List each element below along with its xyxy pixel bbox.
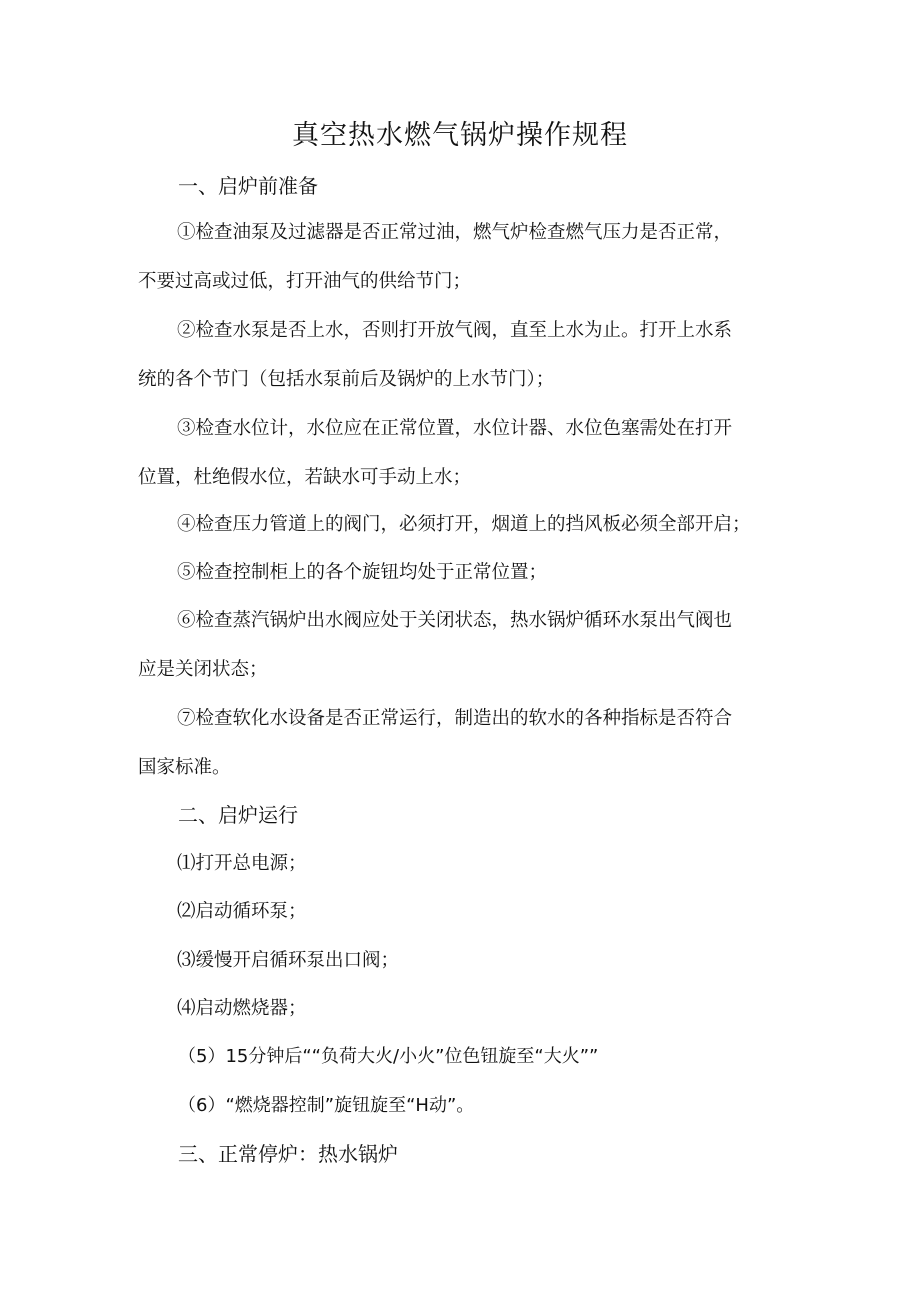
item-1-line-1: ①检查油泵及过滤器是否正常过油，燃气炉检查燃气压力是否正常， xyxy=(177,222,733,243)
item-6-line-2: 应是关闭状态； xyxy=(138,659,268,680)
item-4-line-1: ④检查压力管道上的阀门，必须打开，烟道上的挡风板必须全部开启； xyxy=(177,514,751,535)
section-heading-operation: 二、启炉运行 xyxy=(178,803,298,827)
item-7-line-1: ⑦检查软化水设备是否正常运行，制造出的软水的各种指标是否符合 xyxy=(177,708,733,729)
item-6-line-1: ⑥检查蒸汽锅炉出水阀应处于关闭状态，热水锅炉循环水泵出气阀也 xyxy=(177,610,733,631)
item-7-line-2: 国家标准。 xyxy=(138,757,231,778)
section-heading-preparation: 一、启炉前准备 xyxy=(178,174,318,198)
document-title: 真空热水燃气锅炉操作规程 xyxy=(292,120,628,151)
item-3-line-1: ③检查水位计，水位应在正常位置，水位计器、水位色塞需处在打开 xyxy=(177,418,733,439)
step-2: ⑵启动循环泵； xyxy=(177,901,307,922)
item-1-line-2: 不要过高或过低，打开油气的供给节门； xyxy=(138,271,472,292)
item-3-line-2: 位置，杜绝假水位，若缺水可手动上水； xyxy=(138,467,472,488)
section-heading-shutdown: 三、正常停炉：热水锅炉 xyxy=(178,1142,398,1166)
step-1: ⑴打开总电源； xyxy=(177,853,307,874)
item-5-line-1: ⑤检查控制柜上的各个旋钮均处于正常位置； xyxy=(177,562,548,583)
step-3: ⑶缓慢开启循环泵出口阀； xyxy=(177,950,400,971)
step-5: （5）15分钟后““负荷大火/小火”位色钮旋至“大火”” xyxy=(178,1046,599,1067)
item-2-line-2: 统的各个节门（包括水泵前后及锅炉的上水节门）； xyxy=(138,369,555,390)
step-6: （6）“燃烧器控制”旋钮旋至“H动”。 xyxy=(178,1095,475,1116)
item-2-line-1: ②检查水泵是否上水，否则打开放气阀，直至上水为止。打开上水系 xyxy=(177,320,733,341)
step-4: ⑷启动燃烧器； xyxy=(177,998,307,1019)
